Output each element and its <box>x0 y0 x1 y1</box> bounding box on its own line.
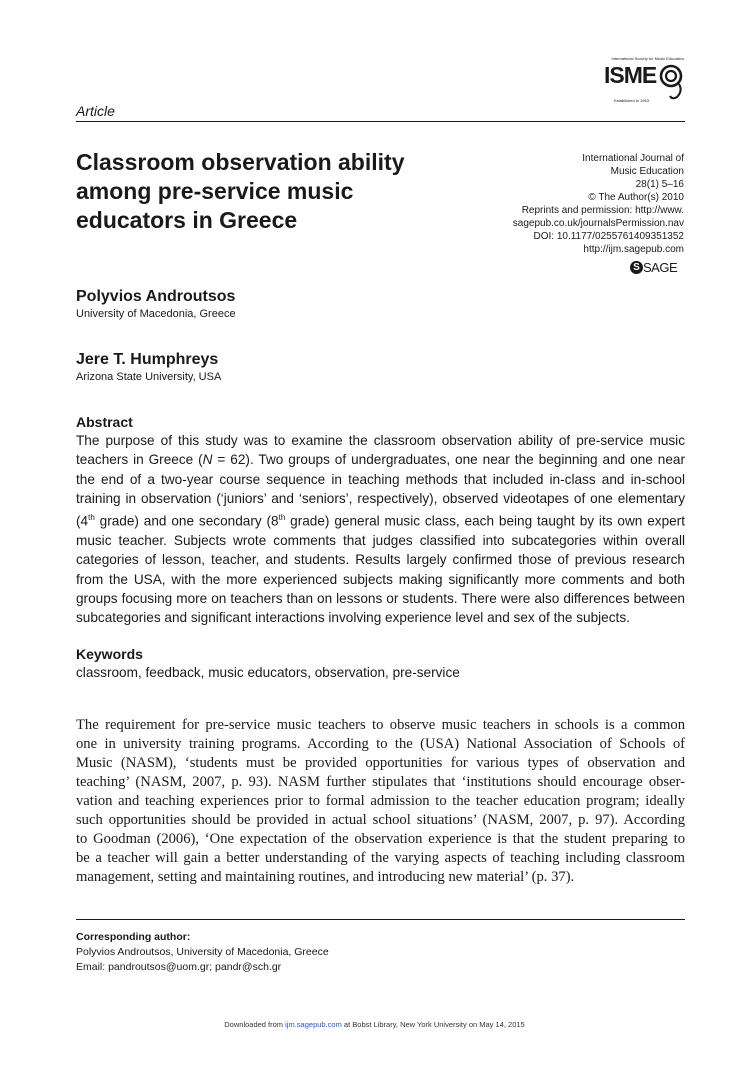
article-type-label: Article <box>76 103 115 119</box>
footnote-label: Corresponding author: <box>76 931 191 943</box>
download-site-link[interactable]: ijm.sagepub.com <box>285 1020 342 1029</box>
keywords-text: classroom, feedback, music educators, observation, pre-service <box>76 665 460 680</box>
journal-info-line[interactable]: sagepub.co.uk/journalsPermission.nav <box>512 218 684 229</box>
abstract-heading: Abstract <box>76 414 133 430</box>
body-line: management, setting and maintaining routines, and introducing new material’ (p. 37). <box>76 869 575 885</box>
abstract-line: training in observation (‘juniors’ and ‘seniors’, respectively), observed videotapes of one elementary <box>76 490 685 506</box>
sage-logo <box>630 260 686 274</box>
journal-info-line: Music Education <box>610 166 684 177</box>
body-line: teaching’ (NASM, 2007, p. 93). NASM further stipulates that ‘institutions should encourage obser- <box>76 774 685 790</box>
logo-society-text: International Society for Music Education <box>611 56 684 61</box>
footnote-divider <box>76 919 685 920</box>
sage-mark-icon: S <box>630 261 643 274</box>
author-affiliation: Arizona State University, USA <box>76 371 222 383</box>
abstract-line: from the USA, with the more experienced subjects making significantly more comments and both <box>76 571 685 587</box>
author-block <box>76 287 236 321</box>
paper-title: Classroom observation ability among pre-service music educators in Greece <box>76 149 405 233</box>
journal-info-line[interactable]: Reprints and permission: http://www. <box>521 205 684 216</box>
logo-established-text: Established in 1953 <box>614 98 649 103</box>
journal-info-line: © The Author(s) 2010 <box>588 192 684 203</box>
body-line: vation and teaching experiences prior to formal admission to the teacher education program; ideally <box>76 793 685 809</box>
author-name: Jere T. Humphreys <box>76 351 219 368</box>
author-affiliation: University of Macedonia, Greece <box>76 308 236 320</box>
abstract-line: categories of lesson, teacher, and students. Results largely confirmed those of previous research <box>76 552 685 568</box>
header-divider <box>76 121 685 122</box>
isme-logo <box>602 56 686 108</box>
sage-wordmark: SAGE <box>643 260 678 275</box>
body-line: The requirement for pre-service music teachers to observe music teachers in schools is a common <box>76 717 685 733</box>
abstract-line: music teacher. Subjects wrote comments that judges classified into subcategories within overall <box>76 533 685 549</box>
journal-info-line: 28(1) 5–16 <box>635 179 684 190</box>
abstract-text <box>76 431 685 628</box>
abstract-line: The purpose of this study was to examine the classroom observation ability of pre-service music <box>76 433 685 448</box>
journal-info <box>470 152 684 256</box>
journal-info-line: International Journal of <box>582 153 684 164</box>
logo-wordmark: ISME <box>604 62 657 88</box>
music-swirl-icon <box>658 64 688 100</box>
body-line: such opportunities should be provided in actual school situations’ (NASM, 2007, p. 97). According <box>76 812 685 828</box>
keywords-heading: Keywords <box>76 646 143 662</box>
abstract-line: teachers in Greece (N = 62). Two groups of undergraduates, one near the beginning and one near <box>76 452 685 468</box>
abstract-line: groups focusing more on teachers than on lessons or students. There were also differences between <box>76 590 685 606</box>
body-line: Music (NASM), ‘students must be provided opportunities for various types of observation and <box>76 755 685 771</box>
body-line: to Goodman (2006), ‘One expectation of the observation experience is that the student preparing to <box>76 831 685 847</box>
body-paragraph <box>76 716 685 887</box>
body-line: be a teacher will gain a better understanding of the varying aspects of teaching including classroom <box>76 850 685 866</box>
corresponding-author-footnote <box>76 930 329 975</box>
author-block <box>76 350 221 384</box>
download-notice: Downloaded from ijm.sagepub.com at Bobst Library, New York University on May 14, 2015 <box>224 1020 525 1029</box>
journal-info-line[interactable]: DOI: 10.1177/0255761409351352 <box>533 231 684 242</box>
abstract-line: the end of a two-year course sequence in teaching methods that included in-class and in-school <box>76 471 685 487</box>
author-name: Polyvios Androutsos <box>76 288 236 305</box>
journal-info-line[interactable]: http://ijm.sagepub.com <box>583 244 684 255</box>
abstract-line: subcategories and significant interactions involving experience level and sex of the subjects. <box>76 610 630 626</box>
footnote-email[interactable]: Email: pandroutsos@uom.gr; pandr@sch.gr <box>76 961 282 973</box>
footnote-author: Polyvios Androutsos, University of Macedonia, Greece <box>76 946 329 958</box>
abstract-line: (4th grade) and one secondary (8th grade) general music class, each being taught by its own expert <box>76 513 685 529</box>
body-line: one in university training programs. According to the (USA) National Association of Schools of <box>76 736 685 752</box>
